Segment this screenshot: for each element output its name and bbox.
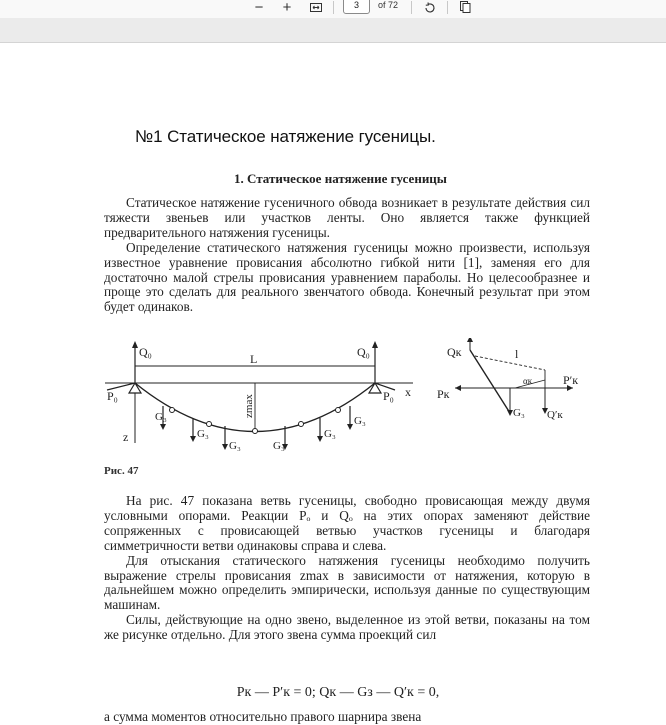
arrowhead xyxy=(190,436,196,442)
arrowhead xyxy=(222,444,228,450)
toolbar-divider xyxy=(333,1,334,14)
arrowhead xyxy=(317,436,323,442)
label-zmax: zmax xyxy=(243,394,255,418)
toolbar-divider xyxy=(447,1,448,14)
zoom-out-button[interactable] xyxy=(249,0,269,17)
track-joint xyxy=(207,422,212,427)
paragraph-5-text: Силы, действующие на одно звено, выделенное из этой ветви, показаны на том же рисунке отдельно. Для этого звена сумма проекций сил xyxy=(104,612,590,643)
figure-caption: Рис. 47 xyxy=(104,465,139,477)
label-G3: G₃ xyxy=(229,440,241,452)
label-G3: G₃ xyxy=(155,411,167,423)
paragraph-1 xyxy=(104,196,590,315)
label-z: z xyxy=(123,430,129,444)
equation: Pк — P′к = 0; Qк — Gз — Q′к = 0, xyxy=(236,685,440,700)
right-diagram xyxy=(455,338,573,413)
page-view-icon xyxy=(460,1,471,13)
label-Q0-left: Q₀ xyxy=(139,345,152,359)
label-alpha: αк xyxy=(523,376,533,386)
paragraph-4-text: Для отыскания статического натяжения гусеницы необходимо получить выражение стрелы провисания zmax в зависимости от натяжения, которую в дальнейшем можно определить эмпирически, используя данные по существующим машинам. xyxy=(104,552,590,613)
paragraph-3 xyxy=(104,494,590,643)
toolbar-divider xyxy=(411,1,412,14)
paragraph-3-text: На рис. 47 показана ветвь гусеницы, свободно провисающая между двумя условными опорами. Реакции Pₒ и Qₒ на этих опорах заменяют действие сопряженных с провисающей ветвью участков гусеницы и благодаря симметричности ветви одинаковы справа и слева. xyxy=(104,493,590,553)
page-heading: №1 Статическое натяжение гусеницы. xyxy=(135,127,436,146)
label-Pk: Pк xyxy=(437,387,450,401)
toolbar-band xyxy=(0,18,666,42)
plus-icon: + xyxy=(282,0,292,16)
rotate-button[interactable] xyxy=(420,0,440,17)
paragraph-2-text: Определение статического натяжения гусеницы можно произвести, используя известное уравнение провисания абсолютно гибкой нити [1], заменяя его для достаточно малой стрелы провисания уравнением параболы. Но целесообразнее и проще это сделать для реального звенчатого обвода. Конечный результат при этом будет одинаков. xyxy=(104,239,590,315)
fit-page-icon xyxy=(310,3,322,12)
arrowhead xyxy=(372,341,378,348)
paragraph-6-text: а сумма моментов относительно правого шарнира звена xyxy=(104,709,422,724)
arrowhead xyxy=(455,385,461,391)
l-dimension-line xyxy=(475,356,545,370)
label-Qk-prime: Q′к xyxy=(547,409,563,421)
track-joint xyxy=(336,408,341,413)
label-l: l xyxy=(515,347,519,361)
zoom-in-button[interactable] xyxy=(277,0,297,17)
track-joint xyxy=(299,422,304,427)
section-title: 1. Статическое натяжение гусеницы xyxy=(234,171,447,186)
label-x: x xyxy=(405,385,411,399)
viewer-toolbar xyxy=(0,0,666,18)
track-joint xyxy=(170,408,175,413)
page-number-input[interactable]: 3 xyxy=(343,0,370,14)
figure-47 xyxy=(95,338,590,463)
minus-icon: − xyxy=(254,0,264,16)
label-Q0-right: Q₀ xyxy=(357,345,370,359)
label-P0-right: P₀ xyxy=(383,389,394,403)
arrowhead xyxy=(467,338,473,342)
rotate-icon xyxy=(424,2,436,13)
label-P0-left: P₀ xyxy=(107,389,118,403)
arrowhead xyxy=(347,424,353,430)
label-G3: G₃ xyxy=(197,428,209,440)
fit-page-button[interactable] xyxy=(306,0,326,17)
paragraph-1-text: Статическое натяжение гусеничного обвода возникает в результате действия сил тяжести звеньев или участков ленты. Оно является также функцией предварительного натяжения гусеницы. xyxy=(104,195,590,240)
label-L: L xyxy=(250,352,258,366)
page-total-label: of 72 xyxy=(378,0,399,10)
page-divider-line xyxy=(0,42,666,43)
arrowhead xyxy=(160,424,166,430)
track-joint xyxy=(253,429,258,434)
label-Qk: Qк xyxy=(447,345,462,359)
page-view-button[interactable] xyxy=(455,0,475,17)
label-G3: G₃ xyxy=(273,440,285,452)
paragraph-6 xyxy=(104,710,590,725)
label-G3-right: G₃ xyxy=(513,407,525,419)
label-G3: G₃ xyxy=(324,428,336,440)
label-Pk-prime: P′к xyxy=(563,373,579,387)
arrowhead xyxy=(132,341,138,348)
label-G3: G₃ xyxy=(354,415,366,427)
